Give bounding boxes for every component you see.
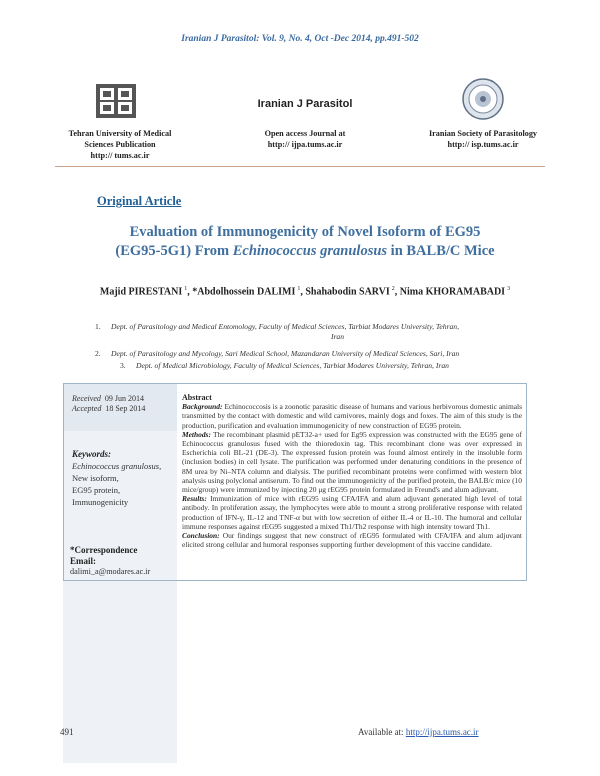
access-line1: Open access Journal at [264, 129, 346, 138]
publisher-line2: Sciences Publication [84, 140, 156, 149]
society-url[interactable]: http:// isp.tums.ac.ir [447, 140, 519, 149]
affiliation-2 [95, 349, 545, 359]
received-label: Received [72, 394, 101, 403]
keyword-item: Echinococcus granulosus, [72, 461, 162, 471]
affiliation-3 [120, 361, 550, 371]
background-text: Echinococcosis is a zoonotic parasitic disease of humans and various herbivorous domestic animals transmitted by the contact with domestic and wild carnivores, mainly dogs and foxes. The aim of this study is the production, purification and evaluation immunogenicity of new construction of EG95 protein. [182, 402, 522, 430]
title-line1: Evaluation of Immunogenicity of Novel Isoform of EG95 [129, 224, 481, 240]
author-list: Majid PIRESTANI $^1$, *Abdolhossein DALIMI $^1$, Shahabodin SARVI $^2$, Nima KHORAMABADI $^3$ [99, 286, 511, 298]
methods-text: The recombinant plasmid pET32-a+ used for Eg95 expression was constructed with the EG95 gene of Echinococcus granulosus fused with the thioredoxin tag. This recombinant clone was over expressed in Escherichia coli BL-21 (DE-3). The expressed fusion protein was found almost entirely in the insoluble form (inclusion bodies) in cell lysate. The purification was performed under denaturing conditions in the presence of 8M urea by Ni–NTA column and dialysis. The purified recombinant proteins were confirmed with western blot analysis using polyclonal antiserum. To find out the immunogenicity of the purified protein, the BALB/c mice (10 mice/group) were immunized by injecting 20 μg rEG95 protein formulated in Freund's and alum adjuvant. [182, 429, 522, 495]
keywords-section [72, 449, 176, 508]
affiliation-text-cont: Iran [330, 331, 345, 341]
keyword-item: Immunogenicity [72, 497, 129, 507]
availability-note [358, 727, 479, 737]
received-date: 09 Jun 2014 [104, 394, 144, 403]
journal-title: Iranian J Parasitol [257, 98, 353, 110]
availability-label: Available at: [358, 727, 406, 737]
publisher-url[interactable]: http:// tums.ac.ir [90, 151, 150, 160]
affiliation-text: Dept. of Parasitology and Medical Entomology, Faculty of Medical Sciences, Tarbiat Modares University, Tehran, [111, 322, 460, 331]
header-divider [55, 166, 545, 167]
author-name: *Abdolhossein DALIMI [192, 286, 296, 298]
abstract-text [182, 393, 522, 549]
conclusion-label: Conclusion: [182, 531, 220, 541]
society-info [408, 128, 558, 150]
affiliation-number: 3. [120, 361, 126, 370]
title-line2 [60, 242, 550, 261]
accepted-label: Accepted [72, 404, 102, 413]
author-affiliation-mark: 2 [391, 286, 395, 292]
title-line2-post: in BALB/C Mice [387, 243, 495, 259]
accepted-date: 18 Sep 2014 [105, 404, 146, 413]
publisher-info [45, 128, 195, 161]
conclusion-text: Our findings suggest that new construct of rEG95 formulated with CFA/IFA and alum adjuvant elicited strong cellular and humoral responses supporting further development of this vaccine candidate. [182, 531, 522, 550]
correspondence-email[interactable]: dalimi_a@modares.ac.ir [70, 567, 151, 576]
journal-link[interactable]: http://ijpa.tums.ac.ir [405, 727, 479, 737]
article-dates [72, 394, 176, 414]
affiliation-number: 2. [95, 349, 101, 358]
keywords-label: Keywords: [72, 449, 111, 459]
article-title [60, 223, 550, 261]
methods-label: Methods: [182, 429, 211, 439]
keyword-item: New isoform, [72, 473, 119, 483]
parasitology-society-logo [462, 78, 504, 120]
background-label: Background: [182, 402, 223, 412]
title-species: Echinococcus granulosus [232, 243, 388, 259]
affiliation-1 [95, 322, 540, 341]
journal-access-info [230, 128, 380, 150]
journal-reference: Iranian J Parasitol: Vol. 9, No. 4, Oct -Dec 2014, pp.491-502 [181, 34, 419, 44]
results-text: Immunization of mice with rEG95 using CFA/IFA and alum adjuvant generated high level of total antibody. In proliferation assay, the lymphocytes were able to mount a strong proliferative response with related production of IFN-γ, IL-12 and TNF-α but with low secretion of either IL-4 or IL-10. The humoral and cellular immune responses against rEG95 suggested a mixed Th1/Th2 response with high intensity toward Th1. [182, 494, 522, 531]
correspondence-label: *Correspondence [70, 545, 138, 555]
publisher-line1: Tehran University of Medical [68, 129, 172, 138]
society-name: Iranian Society of Parasitology [428, 129, 538, 138]
results-label: Results: [182, 494, 207, 504]
journal-url[interactable]: http:// ijpa.tums.ac.ir [267, 140, 343, 149]
author-affiliation-mark: 3 [507, 286, 511, 292]
tehran-university-logo [96, 84, 136, 118]
correspondence-section [70, 545, 176, 577]
abstract-heading: Abstract [182, 393, 212, 402]
author-name: Nima KHORAMABADI [399, 286, 506, 298]
keyword-item: EG95 protein, [72, 485, 121, 495]
author-name: Shahabodin SARVI [305, 286, 390, 298]
email-label: Email: [70, 556, 96, 566]
author-affiliation-mark: 1 [297, 286, 301, 292]
affiliation-number: 1. [95, 322, 101, 331]
page-number: 491 [60, 727, 74, 737]
article-type: Original Article [97, 194, 182, 208]
affiliation-text: Dept. of Parasitology and Mycology, Sari Medical School, Mazandaran University of Medical Sciences, Sari, Iran [111, 349, 460, 358]
affiliation-text: Dept. of Medical Microbiology, Faculty of Medical Sciences, Tarbiat Modares University, Tehran, Iran [136, 361, 449, 370]
title-line2-pre: (EG95-5G1) From [115, 243, 233, 259]
author-affiliation-mark: 1 [184, 286, 188, 292]
author-name: Majid PIRESTANI [99, 286, 183, 298]
